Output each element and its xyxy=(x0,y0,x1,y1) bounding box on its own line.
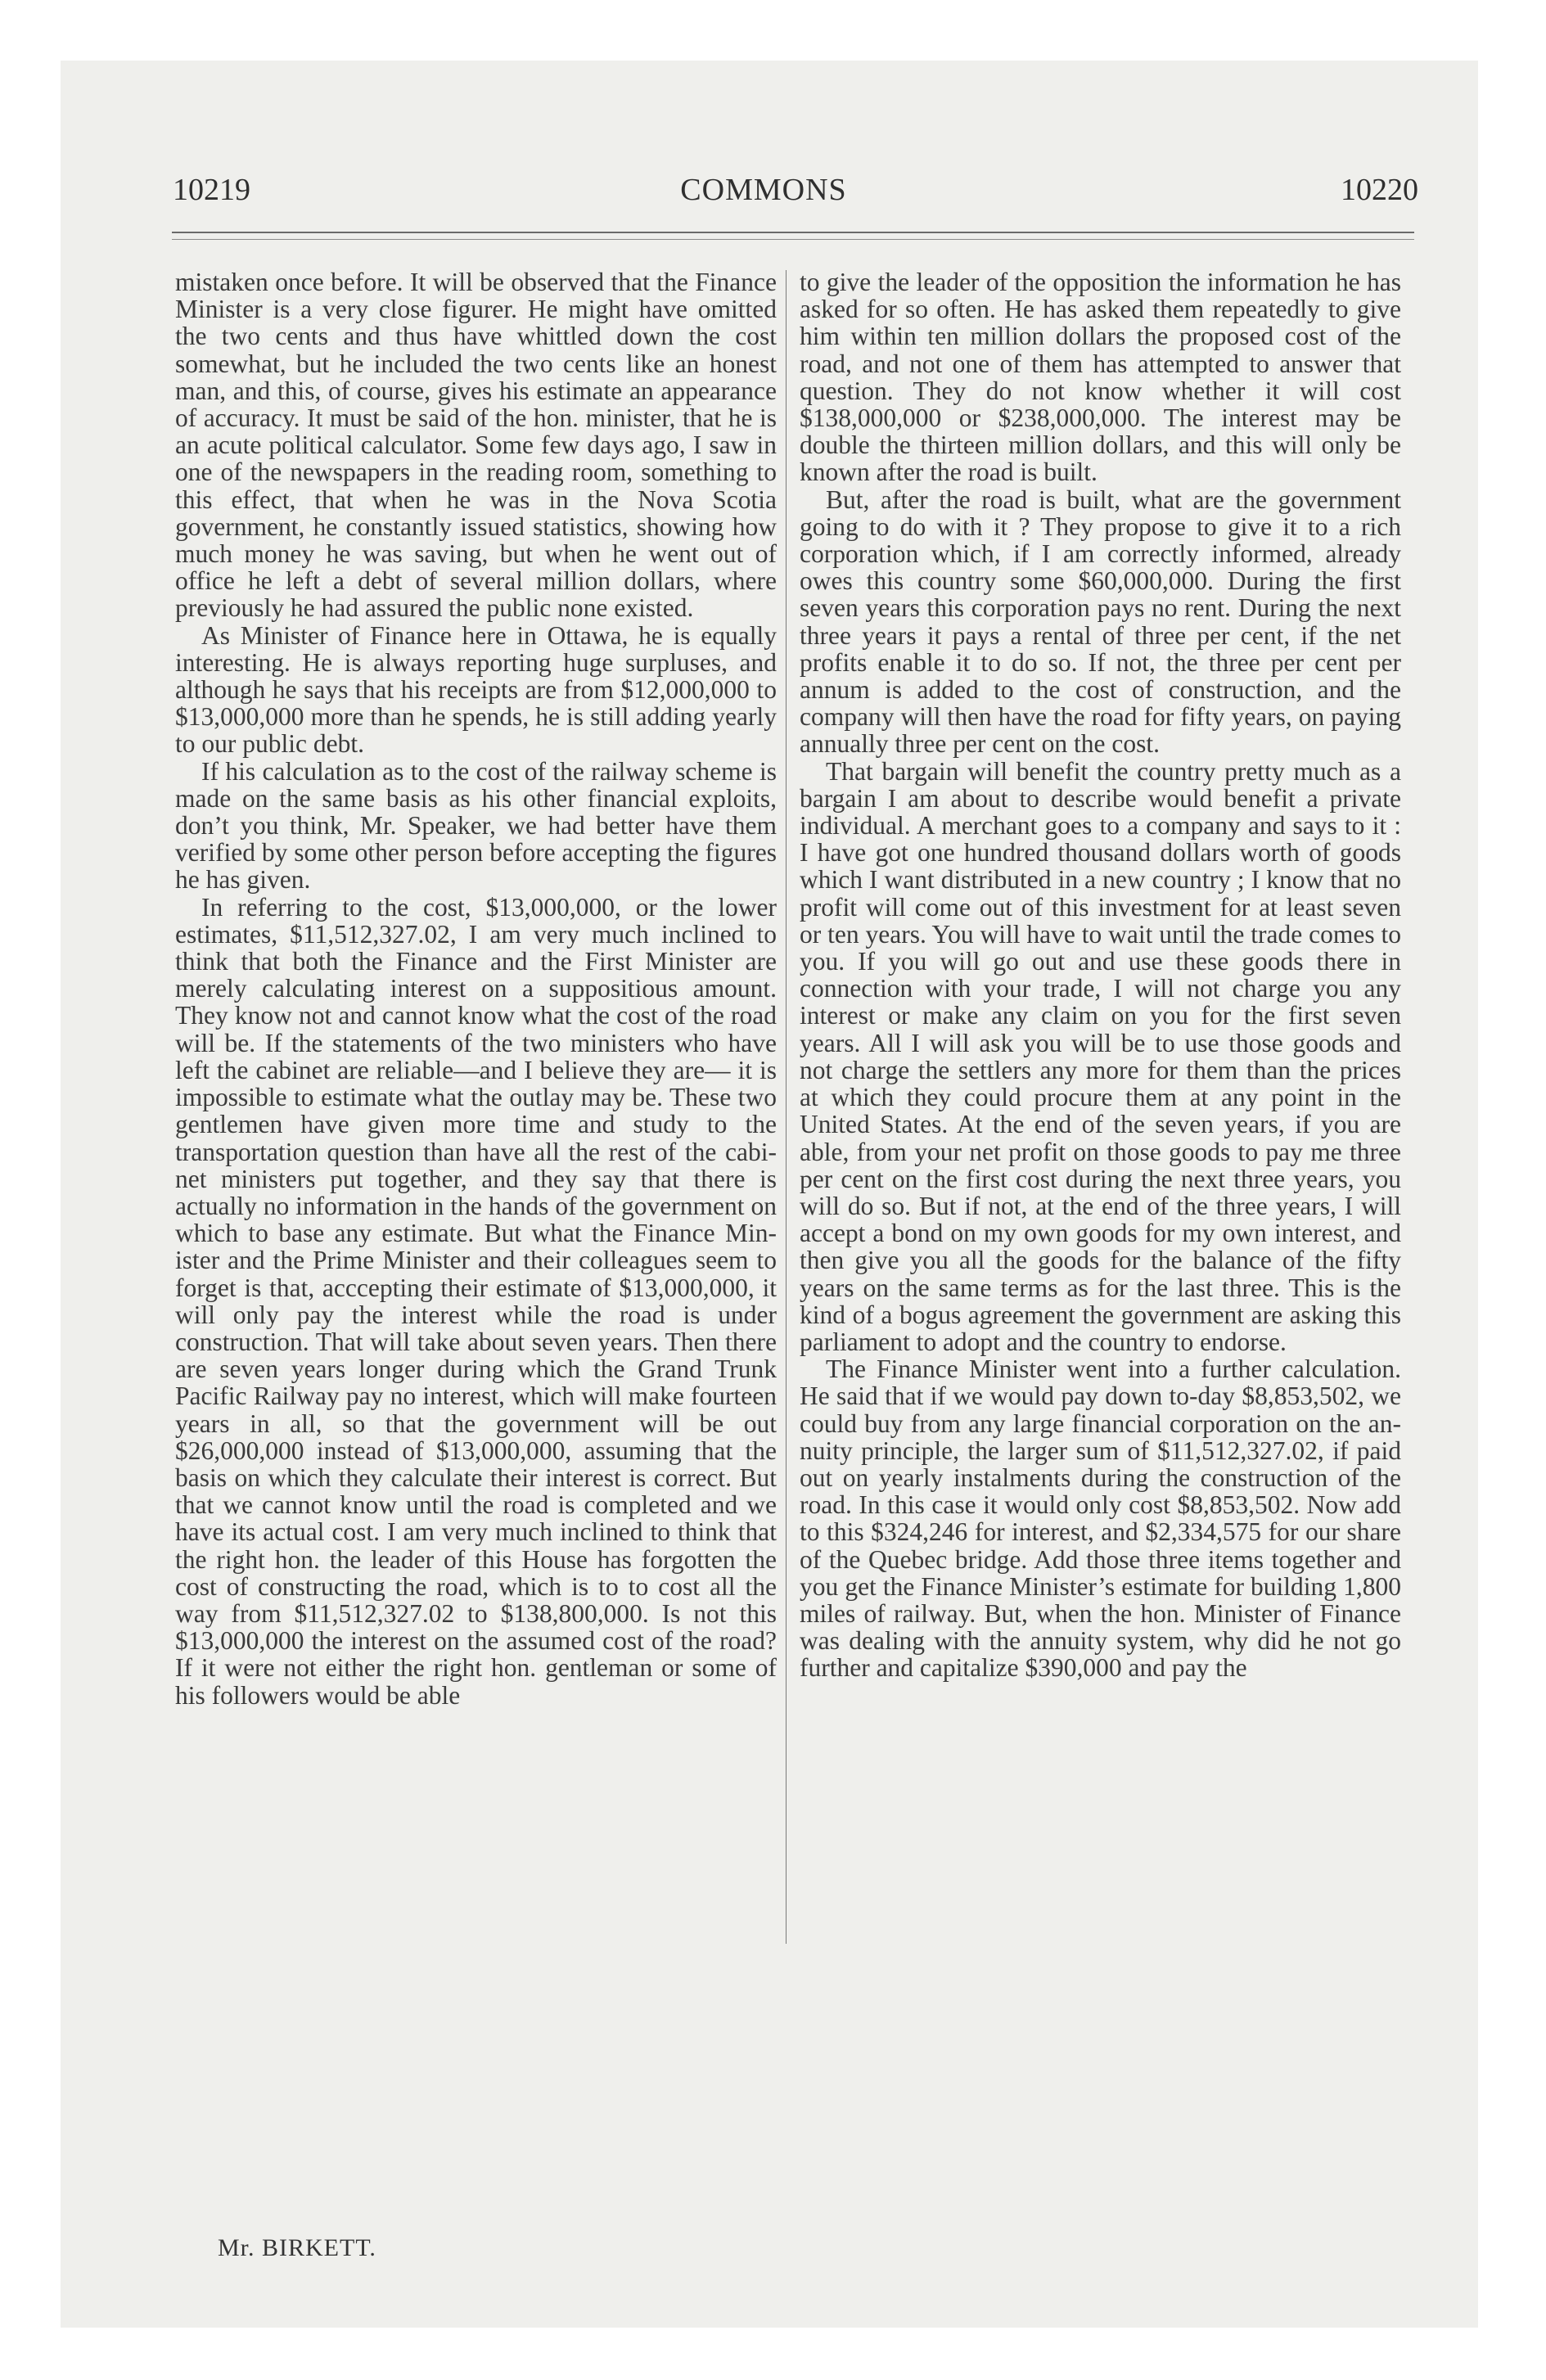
right-column xyxy=(800,268,1401,1682)
page-number-right: 10220 xyxy=(1341,173,1418,207)
paragraph: The Finance Minister went into a further calculation. He said that if we would pay down to-day $8,853,502, we could buy from any large financial corporation on the annuity principle, the larger sum of $11,512,327.02, if paid out on yearly instalments during the construction of the road. In this case it would only cost $8,853,502. Now add to this $324,246 for interest, and $2,334,575 for our share of the Quebec bridge. Add those three items together and you get the Finance Minister’s estimate for building 1,800 miles of railway. But, when the hon. Minister of Finance was dealing with the annuity system, why did he not go further and capitalize $390,000 and pay the xyxy=(800,1355,1401,1683)
header-rule-thin xyxy=(172,239,1414,240)
paragraph: to give the leader of the opposition the information he has asked for so often. He has asked them repeatedly to give him within ten million dollars the proposed cost of the road, and not one of them has attempted to answer that question. They do not know whether it will cost $138,000,000 or $238,000,000. The interest may be double the thirteen million dollars, and this will only be known after the road is built. xyxy=(800,268,1401,487)
speaker-footer: Mr. BIRKETT. xyxy=(218,2234,376,2261)
page-header xyxy=(109,172,1418,213)
paragraph: If his calculation as to the cost of the railway scheme is made on the same basis as his other financial exploits, don’t you think, Mr. Speaker, we had better have them verified by some other person before accepting the figures he has given. xyxy=(175,756,777,895)
paragraph: In referring to the cost, $13,000,000, or the lower estimates, $11,512,327.02, I am very much inclined to think that both the Finance and the First Minister are merely calculating interest on a suppositious amount. They know not and cannot know what the cost of the road will be. If the statements of the two ministers who have left the cabinet are reliable—and I believe they are— it is impossible to estimate what the outlay may be. These two gentlemen have given more time and study to the transportation question than have all the rest of the cabinet ministers put together, and they say that there is actually no information in the hands of the government on which to base any estimate. But what the Finance Minister and the Prime Minister and their colleagues seem to forget is that, acccepting their estimate of $13,000,000, it will only pay the interest while the road is under construction. That will take about seven years. Then there are seven years longer during which the Grand Trunk Pacific Railway pay no interest, which will make fourteen years in all, so that the government will be out $26,000,000 instead of $13,000,000, assuming that the basis on which they calculate their interest is correct. But that we cannot know until the road is completed and we have its actual cost. I am very much inclined to think that the right hon. the leader of this House has forgotten the cost of constructing the road, which is to to cost all the way from $11,512,327.02 to $138,800,000. Is not this $13,000,000 the interest on the assumed cost of the road? If it were not either the right hon. gentleman or some of his followers would be able xyxy=(175,892,777,1710)
paragraph: But, after the road is built, what are the government going to do with it ? They propose to give it to a rich corporation which, if I am correctly informed, already owes this country some $60,000,000. During the first seven years this corporation pays no rent. During the next three years it pays a rental of three per cent, if the net profits enable it to do so. If not, the three per cent per annum is added to the cost of construction, and the company will then have the road for fifty years, on paying annually three per cent on the cost. xyxy=(800,485,1401,759)
paragraph: mistaken once before. It will be observed that the Finance Minister is a very close figurer. He might have omitted the two cents and thus have whittled down the cost somewhat, but he included the two cents like an honest man, and this, of course, gives his estimate an appearance of accuracy. It must be said of the hon. minister, that he is an acute political calculator. Some few days ago, I saw in one of the newspapers in the reading room, something to this effect, that when he was in the Nova Scotia government, he constantly issued statistics, showing how much money he was saving, but when he went out of office he left a debt of several million dollars, where previously he had assured the public none existed. xyxy=(175,268,777,623)
page-number-left: 10219 xyxy=(173,173,250,207)
paragraph: That bargain will benefit the country pretty much as a bargain I am about to describe would benefit a private individual. A merchant goes to a company and says to it : I have got one hundred thousand dollars worth of goods which I want distributed in a new country ; I know that no profit will come out of this investment for at least seven or ten years. You will have to wait until the trade comes to you. If you will go out and use these goods there in connection with your trade, I will not charge you any interest or make any claim on you for the first seven years. All I will ask you will be to use those goods and not charge the settlers any more for them than the prices at which they could procure them at any point in the United States. At the end of the seven years, if you are able, from your net profit on those goods to pay me three per cent on the first cost during the next three years, you will do so. But if not, at the end of the three years, I will accept a bond on my own goods for my own interest, and then give you all the goods for the balance of the fifty years on the same terms as for the last three. This is the kind of a bogus agreement the government are asking this parliament to adopt and the country to endorse. xyxy=(800,756,1401,1356)
column-divider xyxy=(786,270,787,1944)
header-rule xyxy=(172,232,1414,233)
page-title: COMMONS xyxy=(680,173,847,207)
left-column xyxy=(175,268,777,1709)
paragraph: As Minister of Finance here in Ottawa, he is equally interesting. He is always reporting huge surpluses, and although he says that his receipts are from $12,000,000 to $13,000,000 more than he spends, he is still adding yearly to our public debt. xyxy=(175,620,777,759)
